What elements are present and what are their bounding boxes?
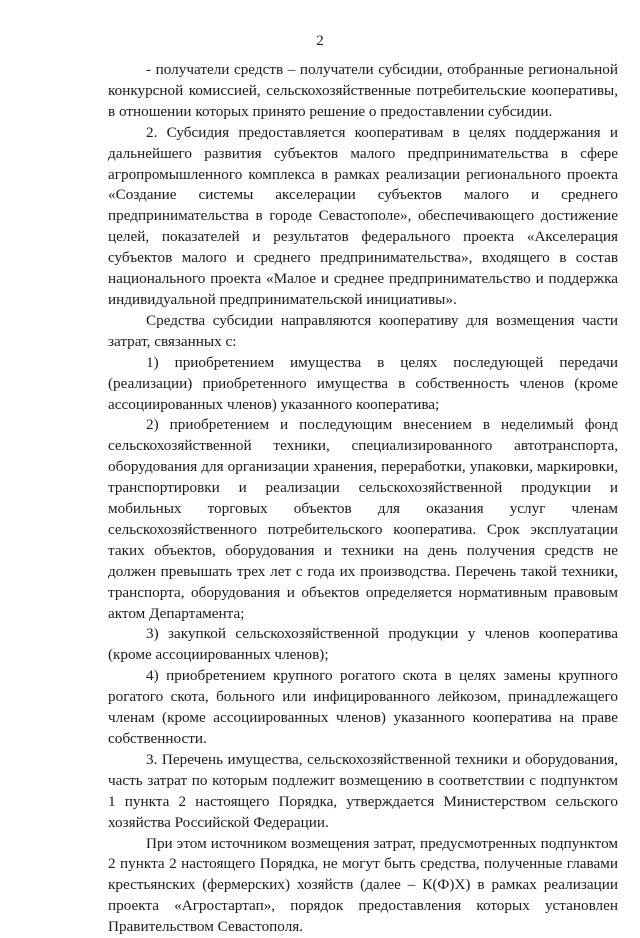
paragraph-recipients-definition: - получатели средств – получатели субсидии, отобранные региональной конкурсной комиссией, сельскохозяйственные потребительские кооперативы, в отношении которых принято решение о предоставлении субсидии. xyxy=(108,61,618,120)
paragraph-item-2: 2) приобретением и последующим внесением в неделимый фонд сельскохозяйственной техники, специализированного автотранспорта, оборудования для организации хранения, переработки, упаковки, маркировки, транспортировки и реализации сельскохозяйственной продукции и мобильных торговых объектов для оказания услуг членам сельскохозяйственного потребительского кооператива. Срок эксплуатации таких объектов, оборудования и техники на день получения средств не должен превышать трех лет с года их производства. Перечень такой техники, транспорта, оборудования и объектов определяется нормативным правовым актом Департамента; xyxy=(108,416,618,622)
paragraph-section-3: 3. Перечень имущества, сельскохозяйственной техники и оборудования, часть затрат по которым подлежит возмещению в соответствии с подпунктом 1 пункта 2 настоящего Порядка, утверждается Министерством сельского хозяйства Российской Федерации. xyxy=(108,750,618,831)
paragraph-subsidy-funds-intro: Средства субсидии направляются кооперативу для возмещения части затрат, связанных с: xyxy=(108,311,618,350)
paragraph-subsidy-purpose: 2. Субсидия предоставляется кооперативам в целях поддержания и дальнейшего развития субъектов малого предпринимательства в сфере агропромышленного комплекса в рамках реализации регионального проекта «Создание системы акселерации субъектов малого и среднего предпринимательства в городе Севастополе», обеспечивающего достижение целей, показателей и результатов федерального проекта «Акселерация субъектов малого и среднего предпринимательства», входящего в состав национального проекта «Малое и среднее предпринимательство и поддержка индивидуальной предпринимательской инициативы». xyxy=(108,123,618,308)
paragraph-item-3: 3) закупкой сельскохозяйственной продукции у членов кооператива (кроме ассоциированных членов); xyxy=(108,625,618,664)
paragraph-item-4: 4) приобретением крупного рогатого скота в целях замены крупного рогатого скота, больного или инфицированного лейкозом, принадлежащего членам (кроме ассоциированных членов) указанного кооператива на праве собственности. xyxy=(108,667,618,747)
page-number: 2 xyxy=(316,33,324,49)
paragraph-item-1: 1) приобретением имущества в целях последующей передачи (реализации) приобретенного имущества в собственность членов (кроме ассоциированных членов) указанного кооператива; xyxy=(108,353,618,413)
paragraph-agrostartup-note: При этом источником возмещения затрат, предусмотренных подпунктом 2 пункта 2 настоящего Порядка, не могут быть средства, полученные главами крестьянских (фермерских) хозяйств (далее – К(Ф)Х) в рамках реализации проекта «Агростартап», порядок предоставления которых установлен Правительством Севастополя. xyxy=(108,834,618,936)
document-body xyxy=(108,60,618,938)
